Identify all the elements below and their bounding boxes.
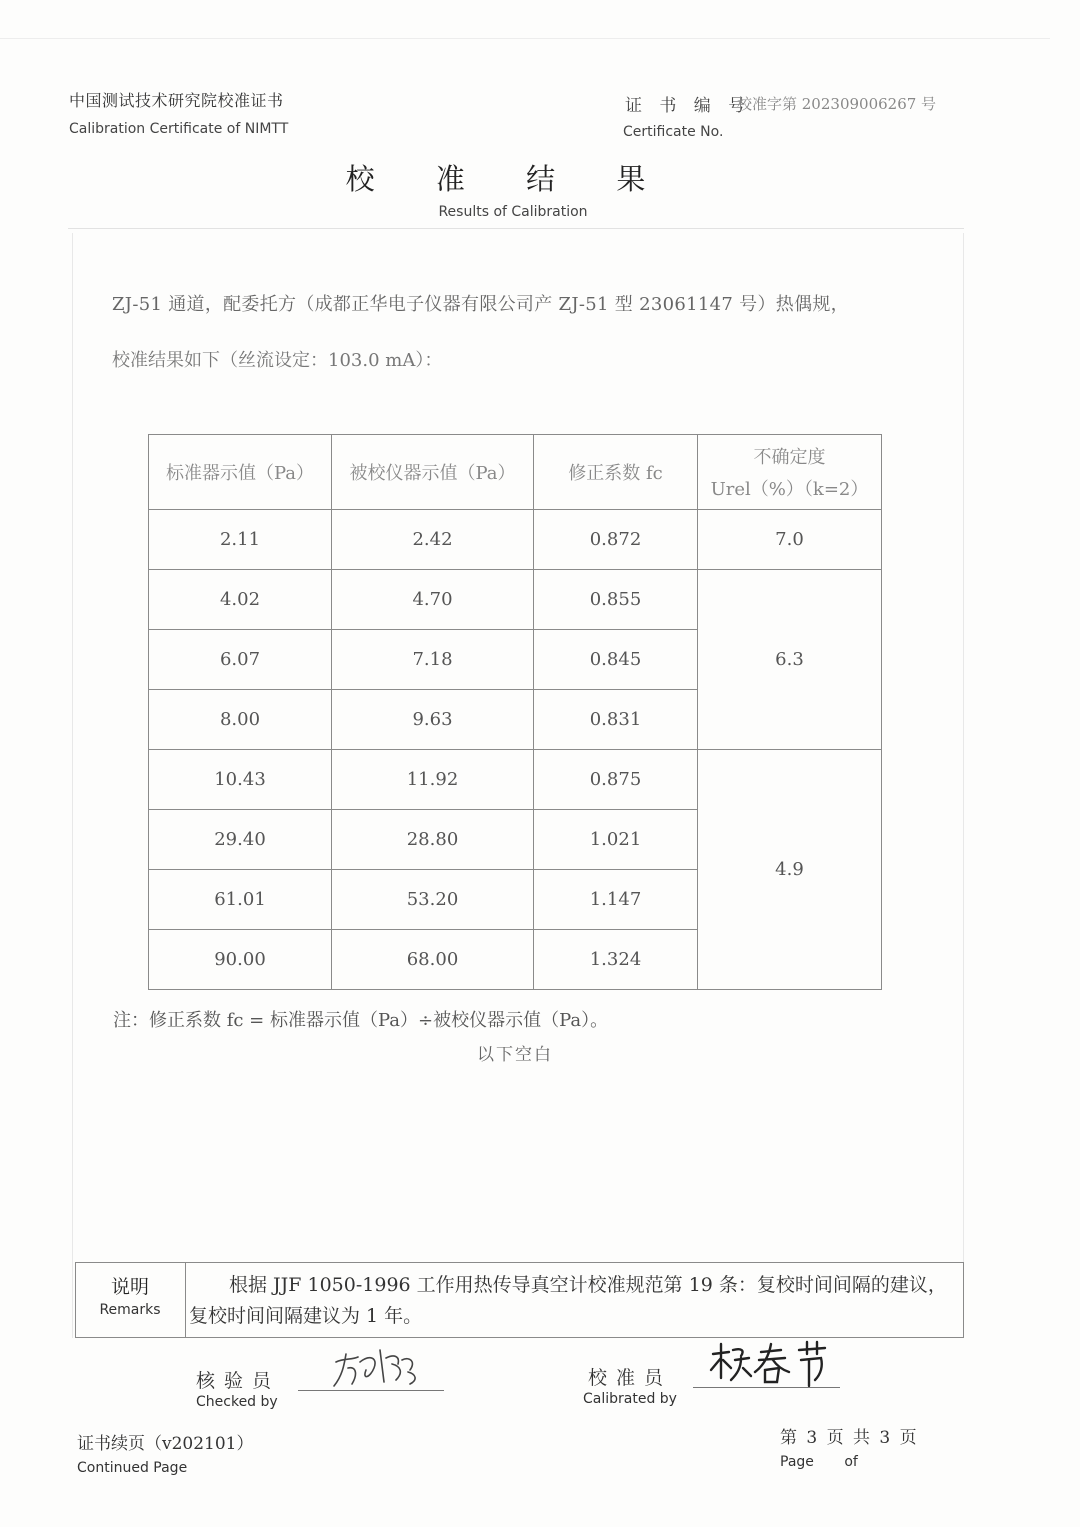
table-row <box>149 510 882 570</box>
correction-factor-cell: 1.021 <box>534 810 698 870</box>
correction-factor-cell: 0.875 <box>534 750 698 810</box>
calibrated-by-signature-line <box>693 1387 840 1388</box>
correction-factor-cell: 0.845 <box>534 630 698 690</box>
remarks-label-en: Remarks <box>99 1302 161 1318</box>
header-standard-value: 标准器示值（Pa） <box>149 435 332 510</box>
checked-by-signature <box>300 1340 445 1390</box>
standard-value-cell: 8.00 <box>149 690 332 750</box>
calibrated-by-label-en: Calibrated by <box>583 1391 677 1407</box>
intro-line-1: ZJ-51 通道，配委托方（成都正华电子仪器有限公司产 ZJ-51 型 23061147 号）热偶规， <box>112 294 849 315</box>
correction-factor-cell: 1.324 <box>534 930 698 990</box>
instrument-value-cell: 7.18 <box>332 630 534 690</box>
frame-right-line <box>963 233 964 1263</box>
checked-by-label-en: Checked by <box>196 1394 278 1410</box>
results-table <box>148 434 882 990</box>
correction-factor-cell: 0.872 <box>534 510 698 570</box>
instrument-value-cell: 53.20 <box>332 870 534 930</box>
instrument-value-cell: 11.92 <box>332 750 534 810</box>
page-number-cn: 第 3 页 共 3 页 <box>780 1428 919 1448</box>
standard-value-cell: 61.01 <box>149 870 332 930</box>
calibrated-by-label-cn: 校准员 <box>588 1367 673 1389</box>
frame-left-line <box>72 233 73 1338</box>
correction-factor-cell: 0.831 <box>534 690 698 750</box>
standard-value-cell: 6.07 <box>149 630 332 690</box>
header-instrument-value: 被校仪器示值（Pa） <box>332 435 534 510</box>
certificate-number-label: 证 书 编 号 <box>625 96 752 116</box>
uncertainty-cell: 6.3 <box>698 570 882 750</box>
continued-page-label-cn: 证书续页（v202101） <box>77 1434 254 1454</box>
header-divider <box>68 228 964 229</box>
header-correction-factor: 修正系数 fc <box>534 435 698 510</box>
standard-value-cell: 2.11 <box>149 510 332 570</box>
page-number-en: Page of <box>780 1454 858 1470</box>
intro-line-2: 校准结果如下（丝流设定：103.0 mA）： <box>112 350 443 371</box>
header-uncertainty-line2: Urel（%）（k=2） <box>710 479 869 500</box>
header-uncertainty <box>698 435 882 510</box>
instrument-value-cell: 9.63 <box>332 690 534 750</box>
org-name-en: Calibration Certificate of NIMTT <box>69 121 289 137</box>
instrument-value-cell: 2.42 <box>332 510 534 570</box>
remarks-text-line-1: 根据 JJF 1050-1996 工作用热传导真空计校准规范第 19 条：复校时间间隔的建议， <box>229 1274 947 1296</box>
table-row <box>149 570 882 630</box>
uncertainty-cell: 4.9 <box>698 750 882 990</box>
calibrated-by-signature <box>705 1338 830 1388</box>
checked-by-label-cn: 核验员 <box>196 1370 281 1392</box>
correction-factor-cell: 0.855 <box>534 570 698 630</box>
remarks-text-line-2: 复校时间间隔建议为 1 年。 <box>189 1305 423 1327</box>
instrument-value-cell: 4.70 <box>332 570 534 630</box>
page-title-en: Results of Calibration <box>438 204 588 220</box>
uncertainty-cell: 7.0 <box>698 510 882 570</box>
header-uncertainty-line1: 不确定度 <box>753 447 826 468</box>
instrument-value-cell: 28.80 <box>332 810 534 870</box>
standard-value-cell: 29.40 <box>149 810 332 870</box>
standard-value-cell: 10.43 <box>149 750 332 810</box>
blank-below-note: 以下空白 <box>477 1045 553 1065</box>
standard-value-cell: 90.00 <box>149 930 332 990</box>
table-header-row <box>149 435 882 510</box>
page-title: 校 准 结 果 <box>345 162 672 196</box>
instrument-value-cell: 68.00 <box>332 930 534 990</box>
correction-factor-cell: 1.147 <box>534 870 698 930</box>
org-name-cn: 中国测试技术研究院校准证书 <box>69 91 284 110</box>
standard-value-cell: 4.02 <box>149 570 332 630</box>
top-rule <box>0 38 1050 39</box>
certificate-number-label-en: Certificate No. <box>623 124 724 140</box>
checked-by-signature-line <box>298 1390 444 1391</box>
certificate-number-value: 校准字第 202309006267 号 <box>737 95 937 113</box>
table-row <box>149 750 882 810</box>
continued-page-label-en: Continued Page <box>77 1460 188 1476</box>
remarks-label-cn: 说明 <box>110 1276 149 1298</box>
formula-note: 注：修正系数 fc = 标准器示值（Pa）÷被校仪器示值（Pa）。 <box>113 1010 609 1031</box>
remarks-divider <box>185 1262 186 1338</box>
